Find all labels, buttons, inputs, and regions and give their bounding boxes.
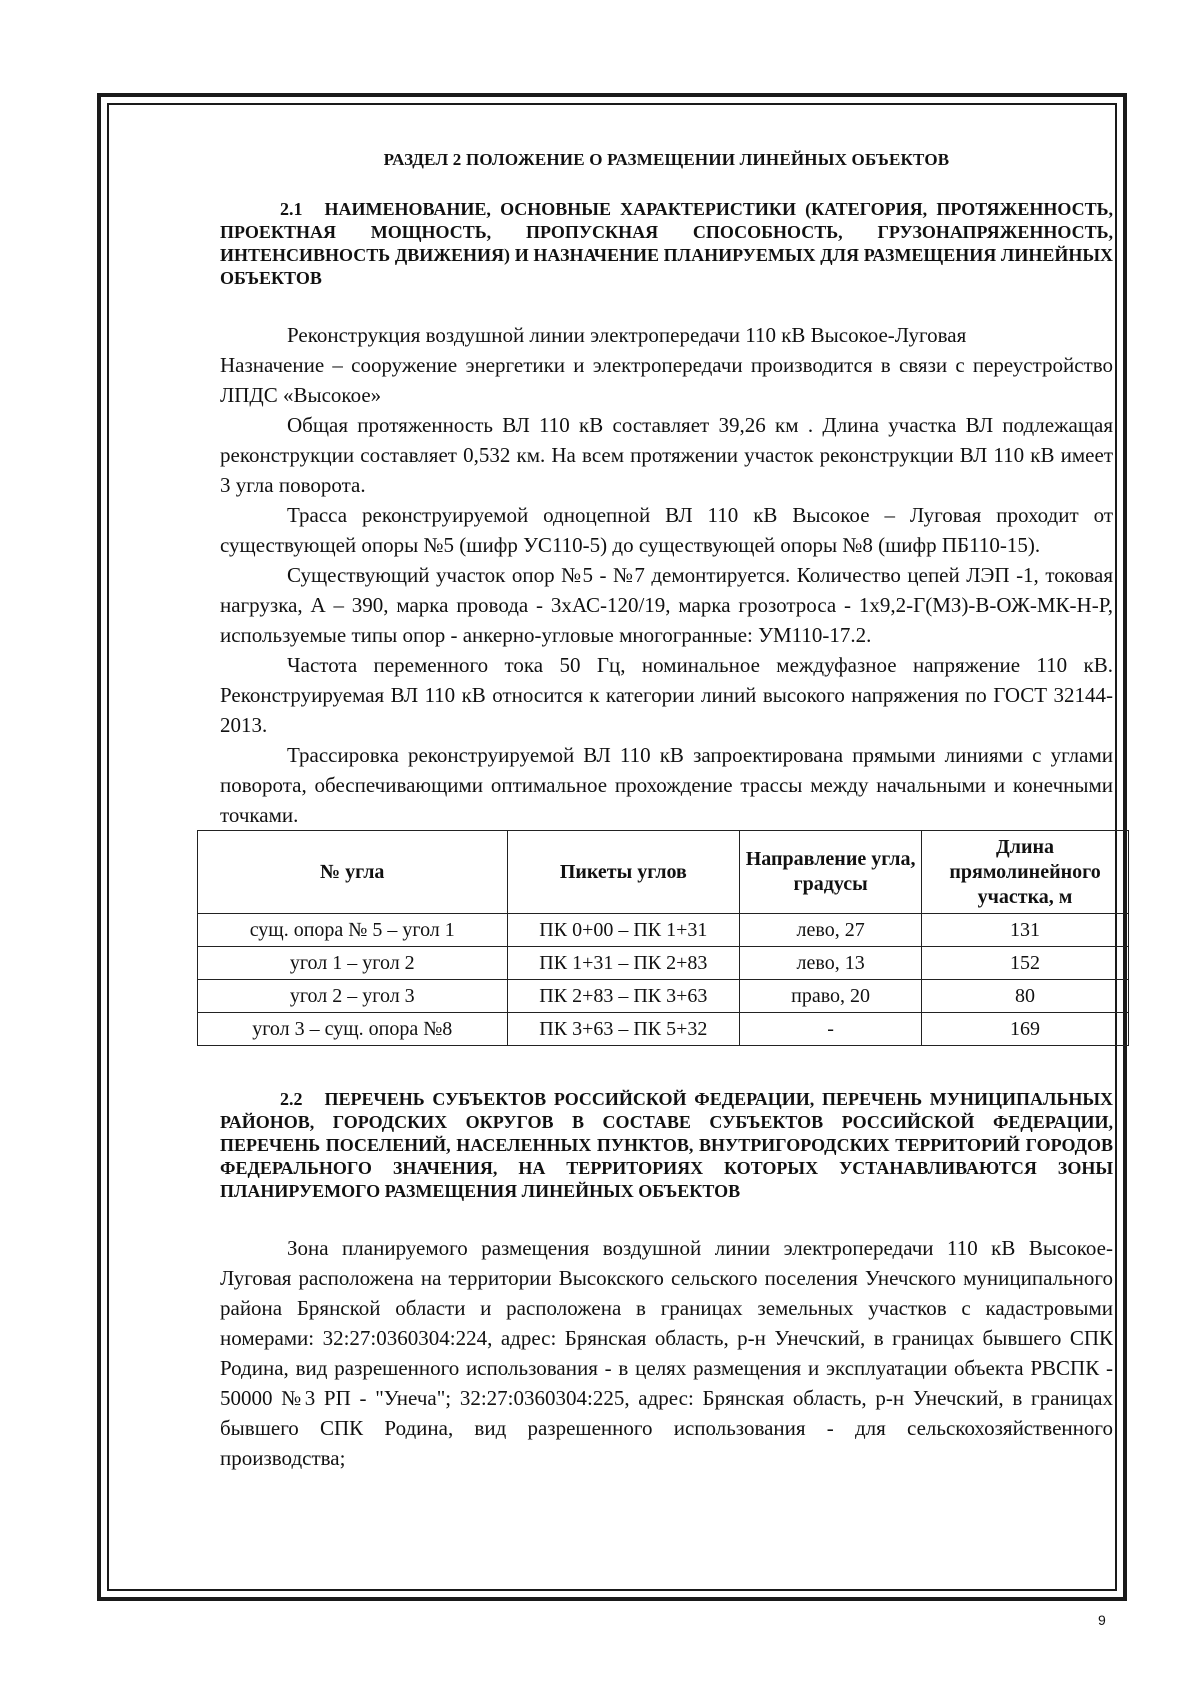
section-title: РАЗДЕЛ 2 ПОЛОЖЕНИЕ О РАЗМЕЩЕНИИ ЛИНЕЙНЫХ ОБЪЕКТОВ [383, 150, 950, 169]
heading-2-1-text: НАИМЕНОВАНИЕ, ОСНОВНЫЕ ХАРАКТЕРИСТИКИ (КАТЕГОРИЯ, ПРОТЯЖЕННОСТЬ, ПРОЕКТНАЯ МОЩНОСТЬ, ПРОПУСКНАЯ СПОСОБНОСТЬ, ГРУЗОНАПРЯЖЕННОСТЬ, ИНТЕНСИВНОСТЬ ДВИЖЕНИЯ) И НАЗНАЧЕНИЕ ПЛАНИРУЕМЫХ ДЛЯ РАЗМЕЩЕНИЯ ЛИНЕЙНЫХ ОБЪЕКТОВ [220, 199, 1113, 288]
angles-table [197, 830, 1129, 1046]
table-cell: лево, 13 [740, 947, 922, 980]
table-cell: 152 [922, 947, 1129, 980]
table-cell: угол 3 – сущ. опора №8 [198, 1013, 508, 1046]
paragraph: Общая протяженность ВЛ 110 кВ составляет 39,26 км . Длина участка ВЛ подлежащая реконструкции составляет 0,532 км. На всем протяжении участок реконструкции ВЛ 110 кВ имеет 3 угла поворота. [220, 413, 1113, 497]
table-cell: лево, 27 [740, 914, 922, 947]
table-cell: 131 [922, 914, 1129, 947]
paragraph: Частота переменного тока 50 Гц, номинальное междуфазное напряжение 110 кВ. Реконструируемая ВЛ 110 кВ относится к категории линий высокого напряжения по ГОСТ 32144-2013. [220, 653, 1113, 737]
heading-2-2 [220, 1088, 1113, 1203]
paragraph: Трассировка реконструируемой ВЛ 110 кВ запроектирована прямыми линиями с углами поворота, обеспечивающими оптимальное прохождение трассы между начальными и конечными точками. [220, 743, 1113, 827]
spacer [220, 1046, 1113, 1088]
heading-2-2-text: ПЕРЕЧЕНЬ СУБЪЕКТОВ РОССИЙСКОЙ ФЕДЕРАЦИИ, ПЕРЕЧЕНЬ МУНИЦИПАЛЬНЫХ РАЙОНОВ, ГОРОДСКИХ ОКРУГОВ В СОСТАВЕ СУБЪЕКТОВ РОССИЙСКОЙ ФЕДЕРАЦИИ, ПЕРЕЧЕНЬ ПОСЕЛЕНИЙ, НАСЕЛЕННЫХ ПУНКТОВ, ВНУТРИГОРОДСКИХ ТЕРРИТОРИЙ ГОРОДОВ ФЕДЕРАЛЬНОГО ЗНАЧЕНИЯ, НА ТЕРРИТОРИЯХ КОТОРЫХ УСТАНАВЛИВАЮТСЯ ЗОНЫ ПЛАНИРУЕМОГО РАЗМЕЩЕНИЯ ЛИНЕЙНЫХ ОБЪЕКТОВ [220, 1089, 1113, 1201]
heading-2-2-number: 2.2 [280, 1089, 303, 1109]
paragraph: Зона планируемого размещения воздушной линии электропередачи 110 кВ Высокое-Луговая расположена на территории Высокского сельского поселения Унечского муниципального района Брянской области и расположена в границах земельных участков с кадастровыми номерами: 32:27:0360304:224, адрес: Брянская область, р-н Унечский, в границах бывшего СПК Родина, вид разрешенного использования - в целях размещения и эксплуатации объекта РВСПК - 50000 №3 РП - "Унеча"; 32:27:0360304:225, адрес: Брянская область, р-н Унечский, в границах бывшего СПК Родина, вид разрешенного использования - для сельскохозяйственного производства; [220, 1236, 1113, 1470]
table-cell: ПК 0+00 – ПК 1+31 [507, 914, 740, 947]
table-cell: угол 2 – угол 3 [198, 980, 508, 1013]
table-row [198, 947, 1129, 980]
table-header-cell: № угла [198, 831, 508, 914]
table-cell: 80 [922, 980, 1129, 1013]
heading-2-1 [220, 198, 1113, 290]
paragraph: Реконструкция воздушной линии электропередачи 110 кВ Высокое-Луговая [287, 323, 967, 347]
table-cell: 169 [922, 1013, 1129, 1046]
table-header-cell: Пикеты углов [507, 831, 740, 914]
table-cell: угол 1 – угол 2 [198, 947, 508, 980]
heading-2-1-number: 2.1 [280, 199, 303, 219]
table-row [198, 914, 1129, 947]
spacer [220, 1203, 1113, 1233]
paragraph: Трасса реконструируемой одноцепной ВЛ 110 кВ Высокое – Луговая проходит от существующей опоры №5 (шифр УС110-5) до существующей опоры №8 (шифр ПБ110-15). [220, 503, 1113, 557]
page-number: 9 [1098, 1612, 1106, 1628]
table-cell: ПК 1+31 – ПК 2+83 [507, 947, 740, 980]
table-header-cell: Направление угла, градусы [740, 831, 922, 914]
paragraph: Назначение – сооружение энергетики и электропередачи производится в связи с переустройство ЛПДС «Высокое» [220, 353, 1113, 407]
page-content [220, 150, 1113, 1473]
table-row [198, 980, 1129, 1013]
table-header-row [198, 831, 1129, 914]
table-cell: ПК 3+63 – ПК 5+32 [507, 1013, 740, 1046]
table-cell: сущ. опора № 5 – угол 1 [198, 914, 508, 947]
table-cell: право, 20 [740, 980, 922, 1013]
table-row [198, 1013, 1129, 1046]
table-cell: ПК 2+83 – ПК 3+63 [507, 980, 740, 1013]
table-header-cell: Длина прямолинейного участка, м [922, 831, 1129, 914]
spacer [220, 290, 1113, 320]
table-cell: - [740, 1013, 922, 1046]
paragraph: Существующий участок опор №5 - №7 демонтируется. Количество цепей ЛЭП -1, токовая нагрузка, А – 390, марка провода - 3хАС-120/19, марка грозотроса - 1х9,2-Г(МЗ)-В-ОЖ-МК-Н-Р, используемые типы опор - анкерно-угловые многогранные: УМ110-17.2. [220, 563, 1113, 647]
